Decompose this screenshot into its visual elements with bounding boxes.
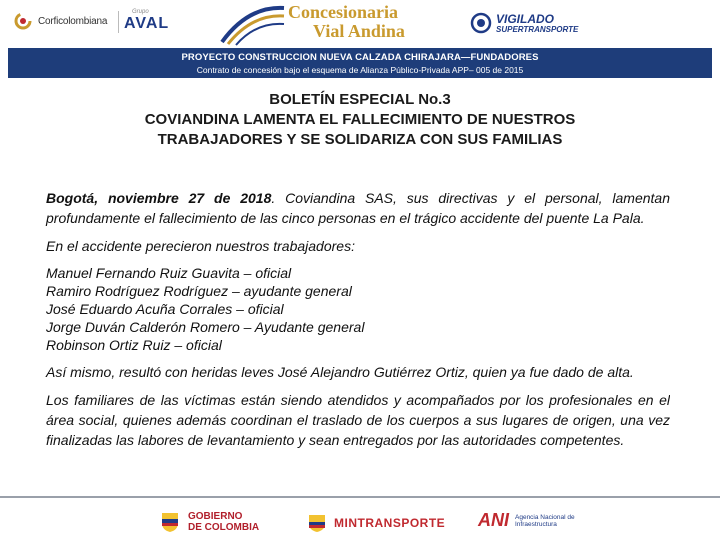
project-banner <box>8 48 712 78</box>
ani-line-2: Infraestructura <box>515 520 557 528</box>
vigilado-label: VIGILADO <box>496 11 555 26</box>
footer <box>0 506 720 540</box>
concesionaria-vial-andina-logo <box>218 2 458 46</box>
concesionaria-title: Concesionaria <box>288 2 398 22</box>
intro-paragraph <box>46 188 670 228</box>
logo-divider <box>118 11 119 33</box>
intro-text: . Coviandina SAS, sus directivas y el personal, lamentan profundamente el fallecimiento de las cinco personas en el trágico accidente del puente La Pala. <box>46 190 670 226</box>
list-item: José Eduardo Acuña Corrales – oficial <box>46 301 284 317</box>
victims-list <box>46 264 670 354</box>
gobierno-label: GOBIERNO <box>188 511 243 522</box>
victims-intro: En el accidente perecieron nuestros trabajadores: <box>46 238 355 254</box>
list-item: Manuel Fernando Ruiz Guavita – oficial <box>46 265 292 281</box>
vigilado-supertransporte-logo <box>470 12 578 34</box>
project-name: PROYECTO CONSTRUCCION NUEVA CALZADA CHIRAJARA—FUNDADORES <box>181 52 539 63</box>
bulletin-body <box>46 188 670 450</box>
grupo-aval-logo <box>124 9 169 32</box>
contract-description: Contrato de concesión bajo el esquema de Alianza Público-Privada APP– 005 de 2015 <box>196 65 524 75</box>
bulletin-title <box>40 90 680 150</box>
colombia-coat-of-arms-icon <box>158 510 182 534</box>
ani-wordmark: ANI <box>478 510 509 530</box>
ani-logo <box>478 510 575 531</box>
ani-line-1: Agencia Nacional de <box>515 513 575 521</box>
corficolombiana-name: Corficolombiana <box>38 15 108 27</box>
mintransporte-label: MINTRANSPORTE <box>334 516 446 530</box>
headline-line-1: COVIANDINA LAMENTA EL FALLECIMIENTO DE NUESTROS <box>144 111 576 128</box>
header <box>0 0 720 48</box>
footer-divider <box>0 496 720 498</box>
injured-paragraph: Así mismo, resultó con heridas leves José Alejandro Gutiérrez Ortiz, quien ya fue dado de alta. <box>46 364 634 380</box>
supertransporte-emblem-icon <box>470 12 492 34</box>
corficolombiana-mark-icon <box>14 12 32 30</box>
mintransporte-logo <box>306 512 445 534</box>
vial-andina-title: Vial Andina <box>313 21 405 41</box>
gobierno-de-colombia-logo <box>158 510 259 534</box>
dateline: Bogotá, noviembre 27 de 2018 <box>46 190 272 206</box>
bulletin-number: BOLETÍN ESPECIAL No.3 <box>269 91 451 108</box>
vial-andina-road-icon <box>218 2 288 46</box>
headline-line-2: TRABAJADORES Y SE SOLIDARIZA CON SUS FAMILIAS <box>157 131 563 148</box>
list-item: Jorge Duván Calderón Romero – Ayudante general <box>46 319 365 335</box>
corficolombiana-logo <box>14 12 107 30</box>
aval-name: AVAL <box>124 15 170 32</box>
mintransporte-emblem-icon <box>306 512 328 534</box>
list-item: Robinson Ortiz Ruiz – oficial <box>46 337 222 353</box>
list-item: Ramiro Rodríguez Rodríguez – ayudante general <box>46 283 352 299</box>
supertransporte-label: SUPERTRANSPORTE <box>496 24 579 34</box>
aval-prefix: Grupo <box>132 9 149 15</box>
families-paragraph: Los familiares de las víctimas están siendo atendidos y acompañados por los profesionales en el área social, quienes además coordinan el traslado de los cuerpos a sus lugares de origen, una vez finalizadas las labores de levantamiento y sean entregados por las autoridades competentes. <box>46 392 670 448</box>
de-colombia-label: DE COLOMBIA <box>188 522 260 533</box>
